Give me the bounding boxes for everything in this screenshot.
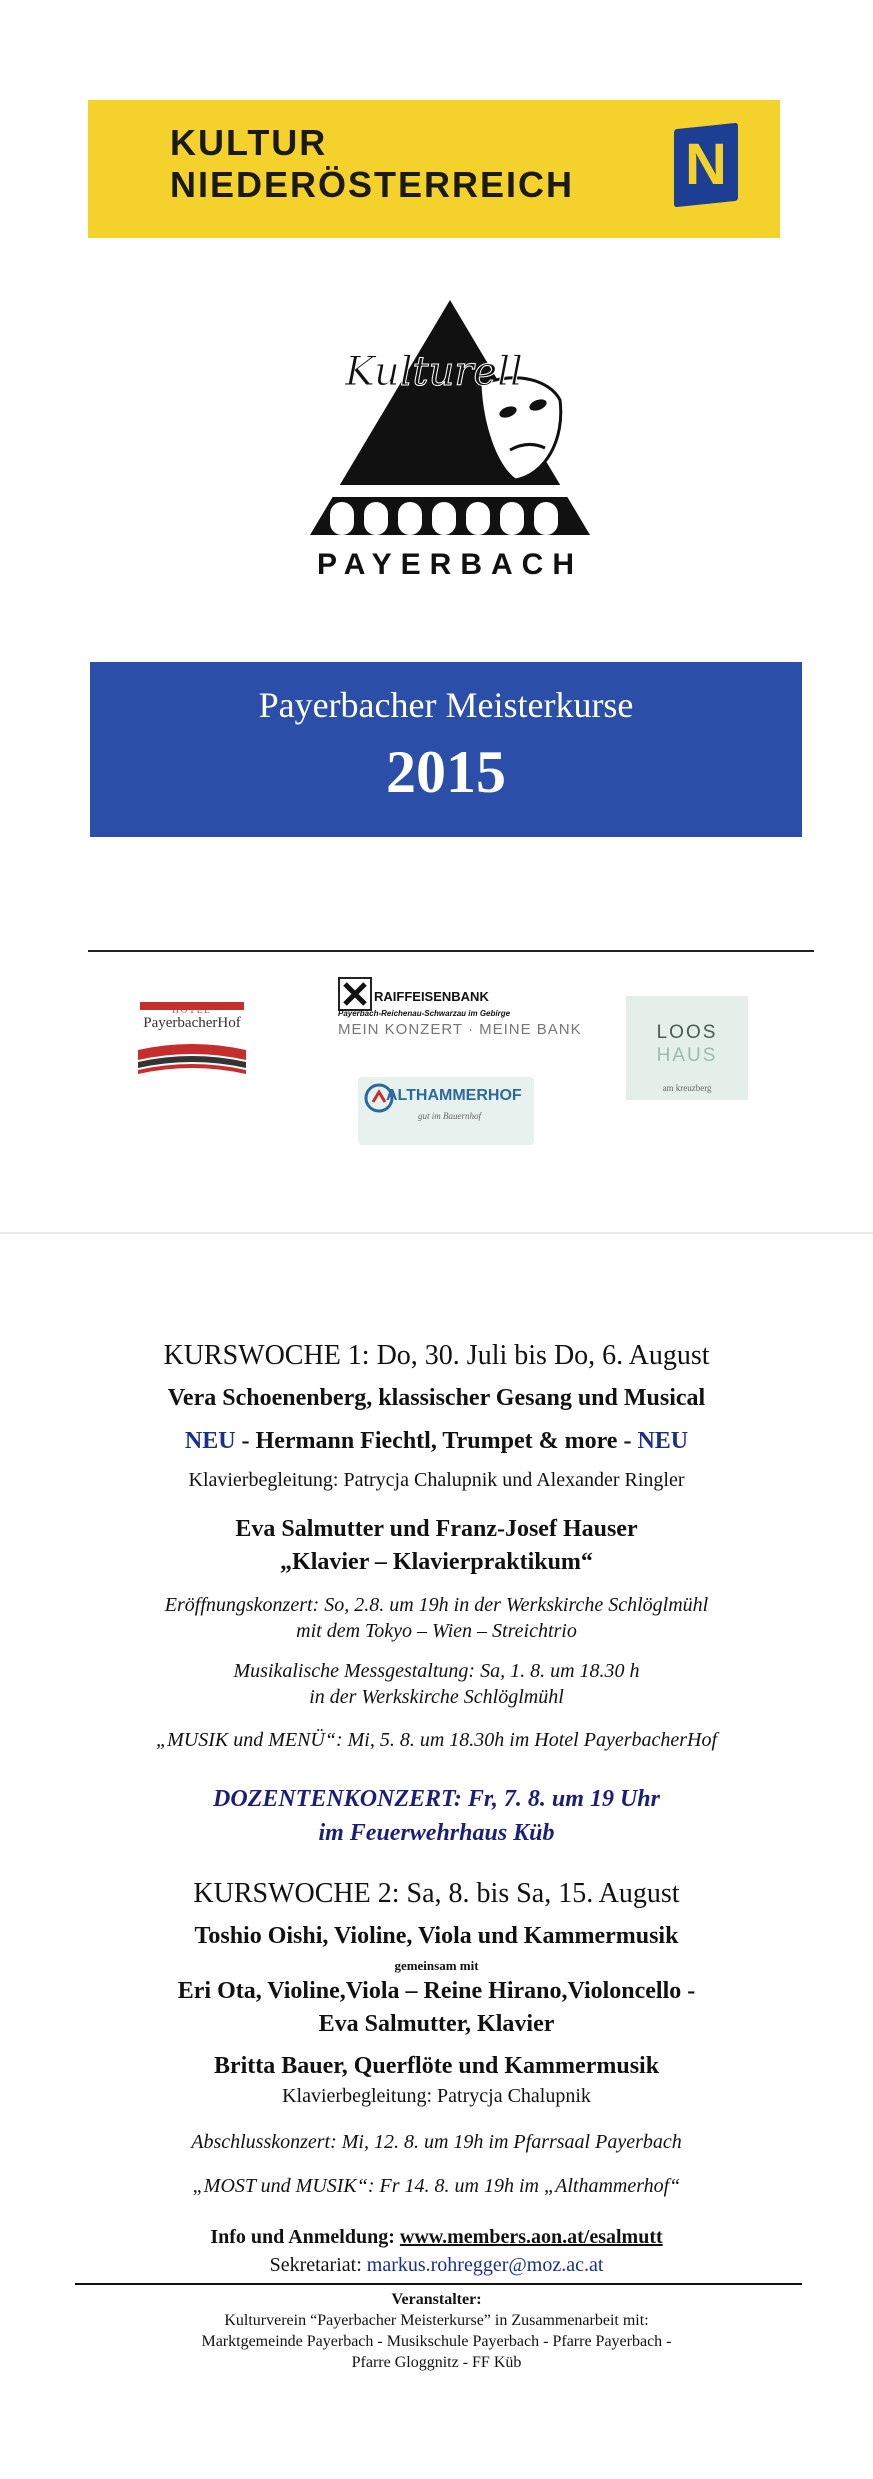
- althammerhof-subtitle: gut im Bauernhof: [418, 1111, 481, 1121]
- week1-opening-concert-trio: mit dem Tokyo – Wien – Streichtrio: [296, 1620, 577, 1642]
- organizer-line2: Marktgemeinde Payerbach - Musikschule Payerbach - Pfarre Payerbach -: [201, 2333, 672, 2350]
- secretary-line: [0, 2254, 873, 2277]
- week2-teacher-toshio: Toshio Oishi, Violine, Viola und Kammermusik: [194, 1923, 679, 1949]
- loos-haus-line2: HAUS: [656, 1045, 718, 1066]
- page-separator: [0, 1232, 873, 1234]
- info-label: Info und Anmeldung:: [210, 2226, 400, 2248]
- n-logo-letter: N: [685, 132, 727, 197]
- organizer-line3: Pfarre Gloggnitz - FF Küb: [351, 2354, 522, 2371]
- payerbach-wordmark: PAYERBACH: [316, 548, 584, 581]
- raiffeisen-slogan: MEIN KONZERT · MEINE BANK: [338, 1021, 582, 1038]
- kultur-noe-wordmark: [170, 122, 574, 206]
- kultur-line1: KULTUR: [170, 122, 328, 163]
- week1-opening-concert: Eröffnungskonzert: So, 2.8. um 19h in der Werkskirche Schlöglmühl: [164, 1594, 709, 1616]
- week2-teacher-britta: Britta Bauer, Querflöte und Kammermusik: [213, 2053, 660, 2079]
- week1-accompaniment: Klavierbegleitung: Patrycja Chalupnik und Alexander Ringler: [188, 1469, 685, 1491]
- faculty-concert: DOZENTENKONZERT: Fr, 7. 8. um 19 Uhr: [213, 1786, 660, 1812]
- week2-together: gemeinsam mit: [394, 1958, 479, 1973]
- divider: [88, 950, 814, 952]
- week2-final-concert: Abschlusskonzert: Mi, 12. 8. um 19h im Pfarrsaal Payerbach: [191, 2131, 682, 2153]
- hermann-text: - Hermann Fiechtl, Trumpet & more -: [235, 1428, 638, 1454]
- loos-haus-line3: am kreuzberg: [662, 1083, 712, 1093]
- week1-teacher-eva-franz: Eva Salmutter und Franz-Josef Hauser: [235, 1516, 638, 1542]
- week1-teacher-vera: Vera Schoenenberg, klassischer Gesang und Musical: [167, 1385, 706, 1411]
- raiffeisen-logo-icon: [338, 977, 372, 1011]
- week2-most-musik: „MOST und MUSIK“: Fr 14. 8. um 19h im „Althammerhof“: [192, 2175, 681, 2197]
- althammerhof-name: ALTHAMMERHOF: [386, 1087, 522, 1104]
- kultur-line2: NIEDERÖSTERREICH: [170, 164, 575, 205]
- page-title: Payerbacher Meisterkurse: [258, 685, 634, 725]
- week2-heading: KURSWOCHE 2: Sa, 8. bis Sa, 15. August: [193, 1878, 680, 1909]
- week1-mass: Musikalische Messgestaltung: Sa, 1. 8. um 18.30 h: [233, 1660, 640, 1682]
- week1-teacher-hermann: [0, 1428, 873, 1455]
- hotel-name: PayerbacherHof: [143, 1015, 241, 1031]
- raiffeisen-name: RAIFFEISENBANK: [374, 989, 489, 1004]
- secretary-email-link[interactable]: markus.rohregger@moz.ac.at: [366, 2254, 604, 2276]
- info-line: [0, 2226, 873, 2249]
- hotel-label: HOTEL: [172, 1005, 212, 1015]
- week1-heading: KURSWOCHE 1: Do, 30. Juli bis Do, 6. August: [163, 1340, 710, 1371]
- info-url-link[interactable]: www.members.aon.at/esalmutt: [399, 2226, 663, 2248]
- title-year: 2015: [386, 739, 506, 805]
- week1-mass-location: in der Werkskirche Schlöglmühl: [309, 1686, 564, 1708]
- week2-accompaniment: Klavierbegleitung: Patrycja Chalupnik: [282, 2085, 591, 2107]
- week1-musik-menu: „MUSIK und MENÜ“: Mi, 5. 8. um 18.30h im Hotel PayerbacherHof: [155, 1729, 718, 1751]
- secretary-label: Sekretariat:: [269, 2254, 367, 2276]
- organizer-line1: Kulturverein “Payerbacher Meisterkurse” in Zusammenarbeit mit:: [224, 2312, 649, 2329]
- divider: [75, 2283, 802, 2285]
- week2-teacher-eva: Eva Salmutter, Klavier: [318, 2011, 555, 2037]
- faculty-concert-location: im Feuerwehrhaus Küb: [318, 1820, 555, 1846]
- neu-badge: NEU: [637, 1428, 689, 1454]
- loos-haus-line1: LOOS: [656, 1022, 718, 1043]
- raiffeisen-subtitle: Payerbach-Reichenau-Schwarzau im Gebirge: [338, 1009, 511, 1018]
- kulturell-script: Kulturell: [345, 349, 523, 395]
- week1-piano-course: „Klavier – Klavierpraktikum“: [280, 1549, 593, 1575]
- organizer-label: Veranstalter:: [391, 2291, 482, 2308]
- week2-teachers-eri-reine: Eri Ota, Violine,Viola – Reine Hirano,Violoncello -: [177, 1978, 696, 2004]
- neu-badge: NEU: [184, 1428, 236, 1454]
